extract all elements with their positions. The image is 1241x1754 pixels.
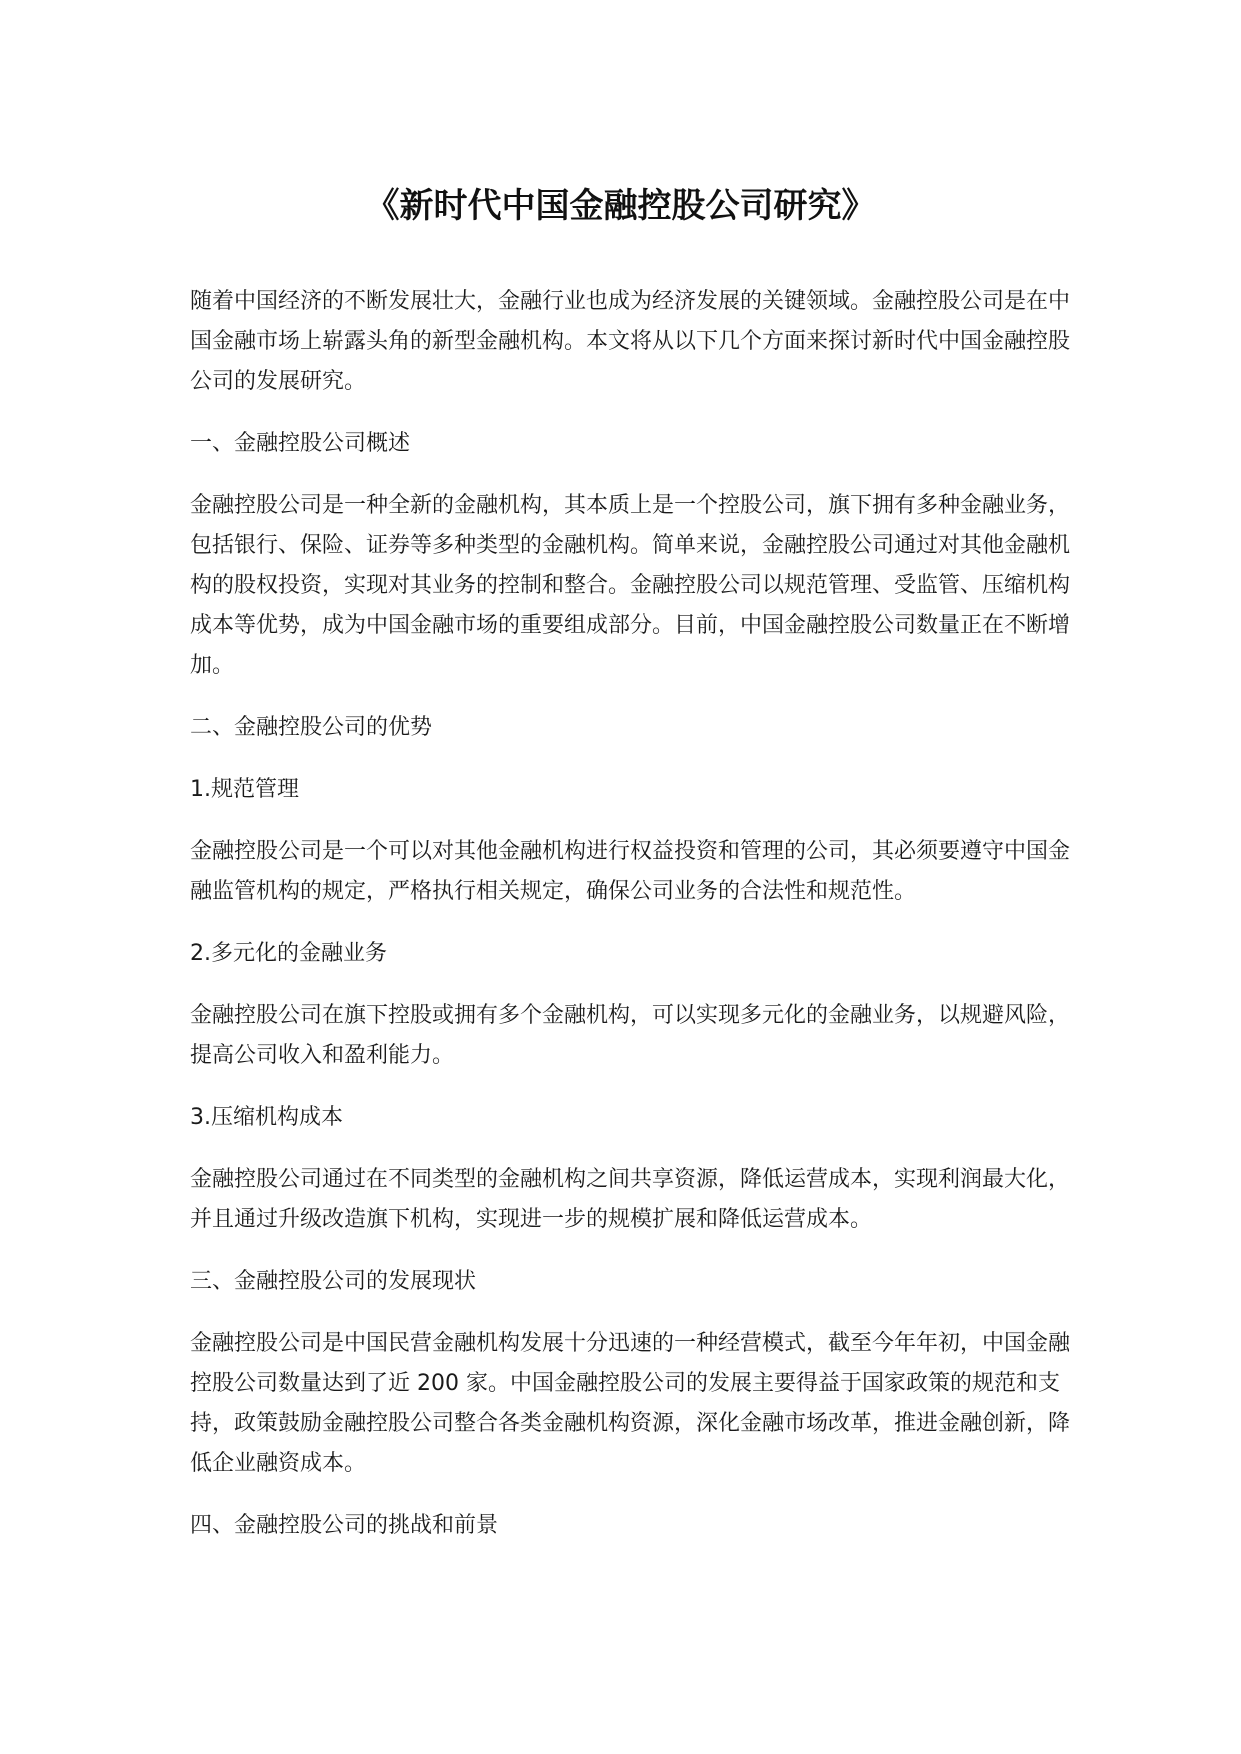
section-heading-status: 三、金融控股公司的发展现状	[190, 1269, 477, 1294]
section-heading-challenges: 四、金融控股公司的挑战和前景	[190, 1513, 499, 1538]
intro-paragraph: 随着中国经济的不断发展壮大，金融行业也成为经济发展的关键领域。金融控股公司是在中国金融市场上崭露头角的新型金融机构。本文将从以下几个方面来探讨新时代中国金融控股公司的发展研究。	[190, 289, 1071, 394]
subheading-standard-management: 1.规范管理	[190, 777, 299, 802]
document-body	[190, 282, 1070, 1568]
document-title: 《新时代中国金融控股公司研究》	[365, 186, 876, 226]
section-heading-advantages: 二、金融控股公司的优势	[190, 715, 433, 740]
overview-paragraph: 金融控股公司是一种全新的金融机构，其本质上是一个控股公司，旗下拥有多种金融业务，包括银行、保险、证券等多种类型的金融机构。简单来说，金融控股公司通过对其他金融机构的股权投资，实现对其业务的控制和整合。金融控股公司以规范管理、受监管、压缩机构成本等优势，成为中国金融市场的重要组成部分。目前，中国金融控股公司数量正在不断增加。	[190, 493, 1071, 678]
subheading-cost-reduction: 3.压缩机构成本	[190, 1105, 343, 1130]
section-heading-overview: 一、金融控股公司概述	[190, 431, 411, 456]
standard-management-paragraph: 金融控股公司是一个可以对其他金融机构进行权益投资和管理的公司，其必须要遵守中国金融监管机构的规定，严格执行相关规定，确保公司业务的合法性和规范性。	[190, 839, 1071, 904]
status-paragraph: 金融控股公司是中国民营金融机构发展十分迅速的一种经营模式，截至今年年初，中国金融控股公司数量达到了近 200 家。中国金融控股公司的发展主要得益于国家政策的规范和支持，政策鼓励金融控股公司整合各类金融机构资源，深化金融市场改革，推进金融创新，降低企业融资成本。	[190, 1331, 1071, 1476]
diversified-business-paragraph: 金融控股公司在旗下控股或拥有多个金融机构，可以实现多元化的金融业务，以规避风险，提高公司收入和盈利能力。	[190, 1003, 1071, 1068]
subheading-diversified-business: 2.多元化的金融业务	[190, 941, 387, 966]
cost-reduction-paragraph: 金融控股公司通过在不同类型的金融机构之间共享资源，降低运营成本，实现利润最大化，并且通过升级改造旗下机构，实现进一步的规模扩展和降低运营成本。	[190, 1167, 1071, 1232]
